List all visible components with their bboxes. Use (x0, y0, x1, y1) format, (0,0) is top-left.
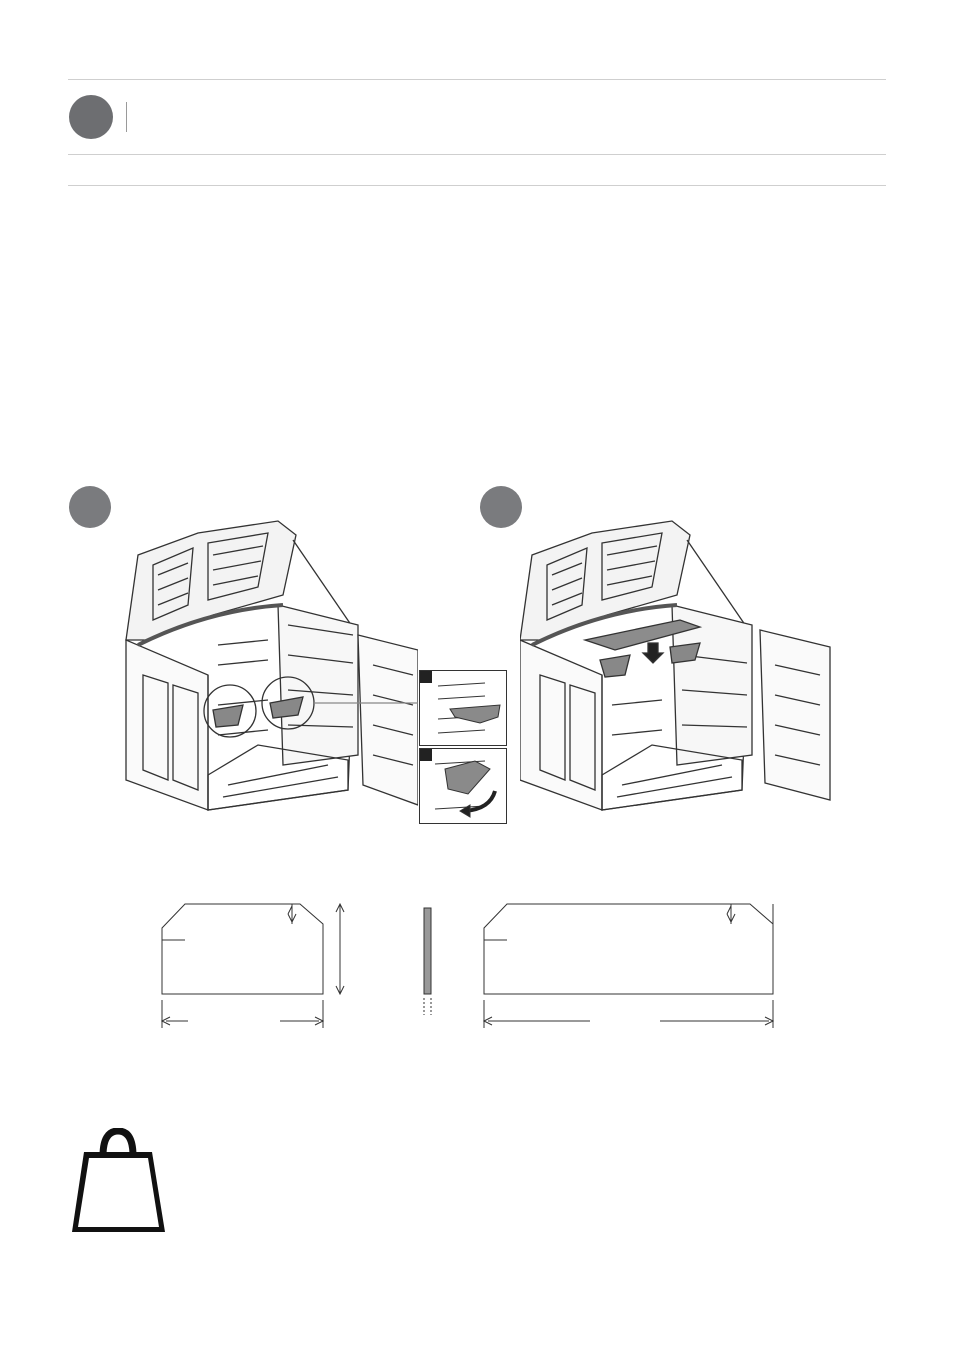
shed-illustration-step2 (520, 515, 840, 820)
inset-panel-2 (419, 748, 507, 824)
large-shelf-outline (484, 904, 773, 994)
inset-2-drawing (420, 749, 506, 823)
inset-panel-1 (419, 670, 507, 746)
step-1-badge (69, 486, 111, 528)
dimension-drawings (0, 890, 954, 1065)
inset-1-number (420, 671, 432, 683)
weight-badge-icon (70, 1128, 168, 1234)
shelves-rule (68, 185, 886, 186)
inset-1-drawing (420, 671, 506, 745)
header-rule (68, 154, 886, 155)
plank-thickness-bar (424, 908, 431, 994)
shed-illustration-step1 (118, 515, 418, 820)
top-rule (68, 79, 886, 80)
small-shelf-outline (162, 904, 323, 994)
inset-2-number (420, 749, 432, 761)
header-divider (126, 102, 127, 132)
section-badge (69, 95, 113, 139)
step-2-badge (480, 486, 522, 528)
